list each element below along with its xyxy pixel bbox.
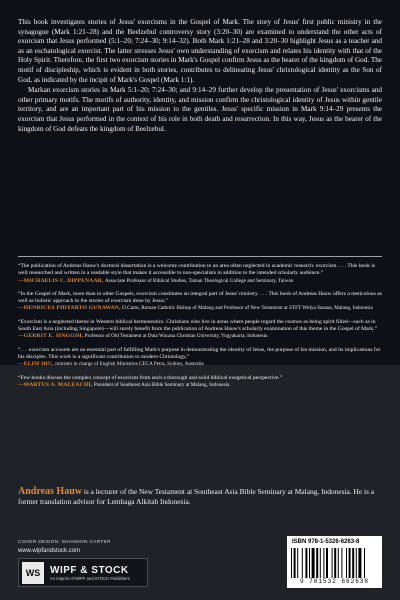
barcode-bar [364,548,365,578]
barcode-icon [291,548,378,578]
barcode-bar [302,548,303,578]
isbn-label: ISBN 978-1-5326-6263-8 [292,539,360,545]
description-paragraph-1: This book investigates stories of Jesus' exorcisms in the Gospel of Mark. The story of Jesus' first public ministry in the synagogue (Mark 1:21–28) and the Beelzebul controversy story (3:20–30) are examined to understand the other acts of exorcism that Jesus performed (5:1–20; 7:24–30; 9:14–32). Both Mark 1:21–28 and 3:20–30 highlight Jesus as a teacher and as an eschatological exorcist. The latter stresses Jesus' own understanding of exorcism and relates his identity with that of the Holy Spirit. Therefore, the first two exorcism stories in Mark's Gospel confirm Jesus as the bearer of the kingdom of God. The motif of discipleship, which is evident in both stories, contributes to delineating Jesus' christological identity as the Son of God, as indicated by the incipit of Mark's Gospel (Mark 1:1). [18,18,382,84]
endorsement-text: “The publication of Andreas Hauw's doctoral dissertation is a welcome contribution to an area often neglected in academic research: exorcism. . . . This book is well researched and written in a readable style that makes it accessible to non-specialists in addition to the intended scholarly audience.” [18,263,376,277]
barcode-bar [346,548,347,578]
endorsement-text: “Exorcism is a neglected theme in Western biblical hermeneutics. Christians who live in areas where people regard the cosmos as being spirit filled—such as in South East Asia (including Singapore)—will surely benefit from the publication of Andreas Hauw's scholarly examination of this theme in the Gospel of Mark.” [18,318,378,333]
book-description [18,18,382,134]
barcode-bar [305,548,307,578]
cover-design-credit: COVER DESIGN: SHANNON CARTER [18,540,111,545]
endorser-role: O.Carm, Roman Catholic Bishop of Malang and Professor of New Testament at STFT Widya Sasana, Malang, Indonesia [122,305,373,312]
endorsements [18,263,382,395]
endorsement-text: “Few books discuss the complex concept of exorcism from such a thorough and solid biblical exegetical perspective.” [18,374,283,381]
barcode-bar [297,548,298,578]
endorsement [18,291,382,313]
author-bio [18,487,382,507]
endorser-name: —GERRIT E. SINGGIH, [18,333,84,340]
endorsement-text: “In the Gospel of Mark, more than in other Gospels, exorcism constitutes an integral part of Jesus' ministry. . . . This book of Andreas Hauw offers a meticulous as well as holistic approach to the stories of exorcism done by Jesus.” [18,290,382,305]
endorser-name: —MICHAELIS C. DIPPENAAR, [18,277,104,284]
barcode-bar [312,548,315,578]
barcode-bar [349,548,351,578]
isbn-digits: 9 781532 662638 [299,578,369,585]
barcode-bar [358,548,361,578]
description-paragraph-2: Markan exorcism stories in Mark 5:1–20; 7:24–30; and 9:14–29 further develop the presentation of Jesus' exorcisms and other primary motifs. The motifs of authority, identity, and mission confirm the christological identity of Jesus within gentile territory, and are an important part of his mission to the gentiles. Jesus' specific mission in Mark 9:14–29 presents the exorcism that Jesus performed in the context of his role in both death and resurrection. In this way, Jesus as the bearer of the kingdom of God defeats the kingdom of Beelzebul. [18,86,382,133]
endorser-role: Associate Professor of Biblical Studies, Tainan Theological College and Seminary, Taiwan [105,277,294,284]
author-name: Andreas Hauw [18,486,82,497]
publisher-tagline: An Imprint of WIPF and STOCK Publishers [50,575,130,581]
barcode-bar [338,548,339,578]
publisher-logo [18,558,148,587]
barcode-bar [320,548,321,578]
barcode-bar [352,548,354,578]
barcode-bar [316,548,318,578]
author-bio-text: is a lecturer of the New Testament at Southeast Asia Bible Seminary at Malang, Indonesia. He is a former translation advisor for Lembaga Alkitab Indonesia. [18,487,375,506]
endorser-name: —HENRICUS PIDYARTO GUNAWAN, [18,305,121,312]
publisher-logo-icon: WS [22,562,44,584]
barcode-bar [332,548,333,578]
isbn-barcode-box [287,536,382,588]
publisher-name: WIPF & STOCK [50,564,129,576]
publisher-website-link[interactable]: www.wipfandstock.com [18,548,81,554]
endorsement [18,375,382,390]
endorser-name: —ELIM HIU, [18,361,54,368]
endorser-name: —MARTUS A. MALEACHI, [18,381,93,388]
endorser-role: Professor of Old Testament at Duta Wacana Christian University, Yogyakarta, Indonesia [84,333,268,340]
barcode-bar [323,548,324,578]
endorsement [18,347,382,369]
barcode-bar [356,548,357,578]
endorsement-text: “. . . exorcism accounts are an essential part of fulfilling Mark's purpose in demonstrating the identity of Jesus, the purpose of his mission, and its implications for his disciples. This work is a significant contribution to modern Christology.” [18,346,381,360]
barcode-bar [341,548,342,578]
barcode-bar [309,548,310,578]
section-divider [18,256,382,257]
endorsement [18,263,382,285]
endorser-role: minister in charge of English Ministries CECA Petra, Sydney, Australia [55,361,204,368]
barcode-bar [326,548,328,578]
barcode-bar [291,548,292,578]
barcode-bar [334,548,336,578]
barcode-bar [294,548,296,578]
endorser-role: President of Southeast Asia Bible Seminary at Malang, Indonesia [93,381,230,388]
endorsement [18,319,382,341]
